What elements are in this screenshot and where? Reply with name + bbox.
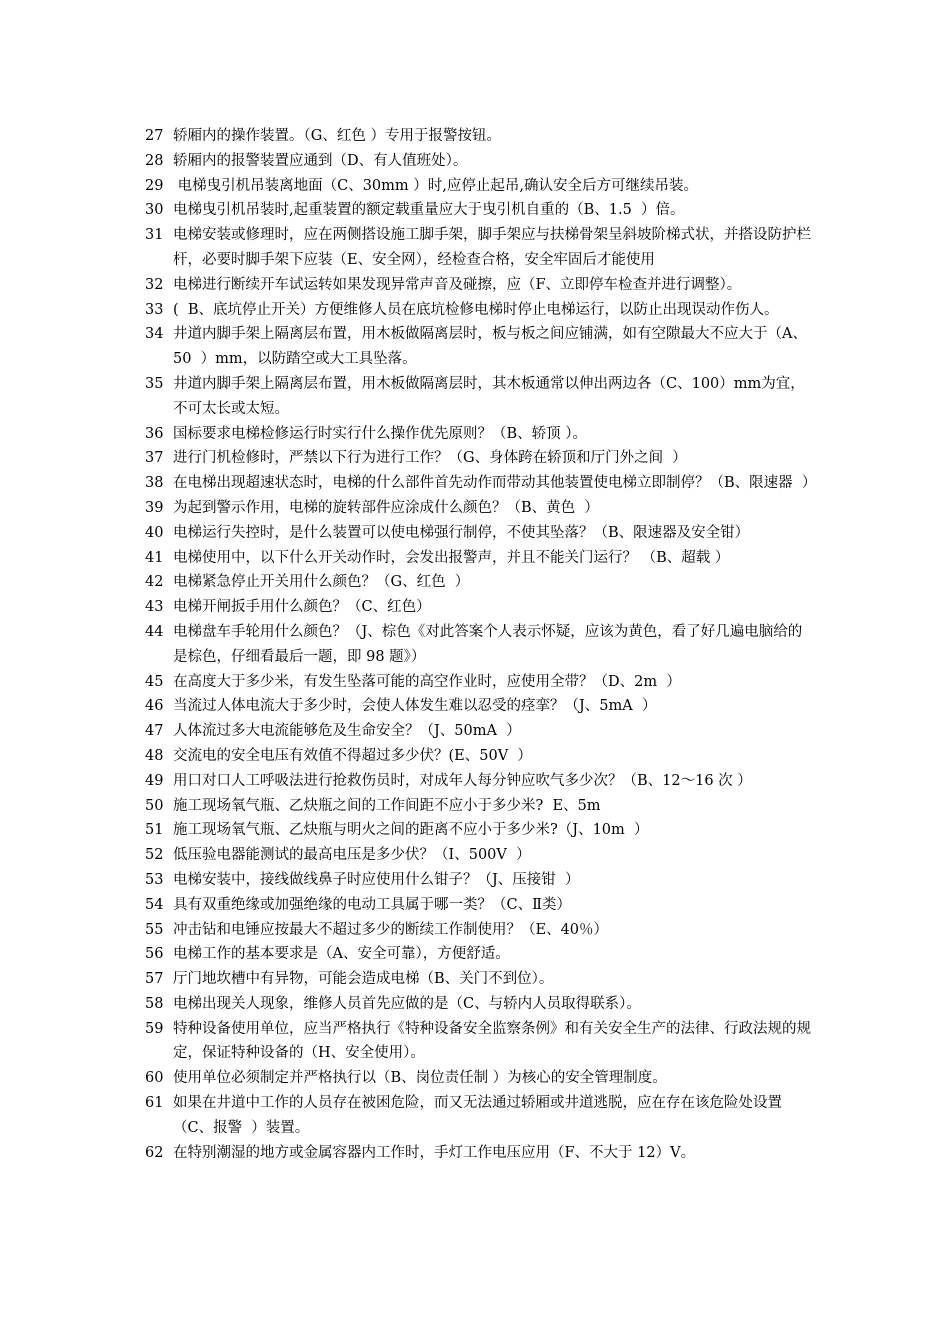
item-text: 进行门机检修时，严禁以下行为进行工作？（G、身体跨在轿顶和厅门外之间 ） xyxy=(173,450,687,467)
item-number: 45 xyxy=(145,673,164,690)
item-number: 33 xyxy=(145,301,164,318)
item-number: 54 xyxy=(145,896,164,913)
item-number: 39 xyxy=(145,499,164,516)
item-number: 50 xyxy=(145,797,164,814)
item-text: 电梯安装或修理时，应在两侧搭设施工脚手架，脚手架应与扶梯骨架呈斜坡阶梯式状，并搭设防护栏杆，必要时脚手架下应装（E、安全网），经检查合格，安全牢固后才能使用 xyxy=(173,227,811,268)
item-text: 当流过人体电流大于多少时，会使人体发生难以忍受的痉挛？（J、5mA ） xyxy=(173,698,657,715)
list-item xyxy=(145,198,815,223)
list-item xyxy=(145,422,815,447)
item-text: 特种设备使用单位，应当严格执行《特种设备安全监察条例》和有关安全生产的法律、行政法规的规定，保证特种设备的（H、安全使用）。 xyxy=(173,1020,811,1062)
item-number: 28 xyxy=(145,152,164,169)
list-item xyxy=(145,843,815,868)
item-text: 电梯使用中，以下什么开关动作时，会发出报警声，并且不能关门运行？ （B、超载 ） xyxy=(173,549,730,566)
item-number: 40 xyxy=(145,524,164,541)
list-item xyxy=(145,372,815,422)
list-item xyxy=(145,942,815,967)
document-page xyxy=(145,124,815,1165)
item-number: 35 xyxy=(145,375,164,392)
list-item xyxy=(145,174,815,199)
item-number: 62 xyxy=(145,1144,164,1161)
list-item xyxy=(145,223,815,273)
list-item xyxy=(145,694,815,719)
item-text: 施工现场氧气瓶、乙炔瓶之间的工作间距不应小于多少米? E、5m xyxy=(173,797,601,814)
list-item xyxy=(145,446,815,471)
item-number: 51 xyxy=(145,822,164,839)
list-item xyxy=(145,868,815,893)
item-number: 41 xyxy=(145,549,164,566)
item-number: 30 xyxy=(145,202,164,219)
item-text: 电梯紧急停止开关用什么颜色？（G、红色 ） xyxy=(173,574,470,591)
item-text: 电梯曳引机吊装离地面（C、30mm ）时,应停止起吊,确认安全后方可继续吊装。 xyxy=(173,177,698,194)
item-text: 如果在井道中工作的人员存在被困危险，而又无法通过轿厢或井道逃脱，应在存在该危险处设置（C、报警 ）装置。 xyxy=(173,1095,782,1136)
item-text: 施工现场氧气瓶、乙炔瓶与明火之间的距离不应小于多少米?（J、10m ） xyxy=(173,822,649,839)
item-number: 37 xyxy=(145,450,164,467)
list-item xyxy=(145,719,815,744)
item-text: 在特别潮湿的地方或金属容器内工作时，手灯工作电压应用（F、不大于 12）V。 xyxy=(173,1144,696,1161)
item-text: 使用单位必须制定并严格执行以（B、岗位责任制 ）为核心的安全管理制度。 xyxy=(173,1070,667,1087)
item-text: 电梯曳引机吊装时,起重装置的额定载重量应大于曳引机自重的（B、1.5 ）倍。 xyxy=(173,202,685,219)
list-item xyxy=(145,471,815,496)
list-item xyxy=(145,769,815,794)
item-number: 49 xyxy=(145,772,164,789)
list-item xyxy=(145,818,815,843)
item-number: 58 xyxy=(145,995,164,1012)
list-item xyxy=(145,967,815,992)
item-text: 轿厢内的报警装置应通到（D、有人值班处）。 xyxy=(173,152,468,169)
item-text: 交流电的安全电压有效值不得超过多少伏？(E、50V ） xyxy=(173,747,532,764)
item-number: 55 xyxy=(145,921,164,938)
item-text: 低压验电器能测试的最高电压是多少伏？（I、500V ） xyxy=(173,847,531,864)
list-item xyxy=(145,521,815,546)
list-item xyxy=(145,595,815,620)
item-number: 48 xyxy=(145,747,164,764)
item-number: 38 xyxy=(145,475,164,492)
item-text: 电梯安装中，接线做线鼻子时应使用什么钳子？（J、压接钳 ） xyxy=(173,871,580,888)
item-number: 52 xyxy=(145,847,164,864)
item-text: 电梯开闸扳手用什么颜色？（C、红色） xyxy=(173,599,431,616)
item-number: 27 xyxy=(145,128,164,144)
item-number: 47 xyxy=(145,723,164,740)
list-item xyxy=(145,620,815,670)
list-item xyxy=(145,670,815,695)
item-text: 具有双重绝缘或加强绝缘的电动工具属于哪一类？（C、Ⅱ类） xyxy=(173,896,571,913)
item-number: 29 xyxy=(145,177,164,194)
item-text: 电梯进行断续开车试运转如果发现异常声音及碰擦，应（F、立即停车检查并进行调整）。 xyxy=(173,276,742,293)
item-text: 冲击钻和电锤应按最大不超过多少的断续工作制使用？（E、40％） xyxy=(173,921,609,938)
list-item xyxy=(145,149,815,174)
item-text: 人体流过多大电流能够危及生命安全？（J、50mA ） xyxy=(173,723,521,740)
item-text: 用口对口人工呼吸法进行抢救伤员时，对成年人每分钟应吹气多少次？（B、12～16 次 ） xyxy=(173,772,752,789)
list-item xyxy=(145,1141,815,1166)
list-item xyxy=(145,744,815,769)
item-text: 电梯盘车手轮用什么颜色？（J、棕色《对此答案个人表示怀疑，应该为黄色，看了好几遍电脑给的 是棕色，仔细看最后一题，即 98 题》） xyxy=(173,623,807,665)
item-text: 井道内脚手架上隔离层布置，用木板做隔离层时，其木板通常以伸出两边各（C、100）mm为宜，不可太长或太短。 xyxy=(173,375,805,417)
item-text: 国标要求电梯检修运行时实行什么操作优先原则？（B、轿顶 ）。 xyxy=(173,425,588,442)
item-number: 32 xyxy=(145,276,164,293)
item-text: ( B、底坑停止开关）方便维修人员在底坑检修电梯时停止电梯运行，以防止出现误动作伤人。 xyxy=(173,301,779,318)
item-text: 电梯出现关人现象，维修人员首先应做的是（C、与轿内人员取得联系）。 xyxy=(173,995,641,1012)
item-text: 轿厢内的操作装置。（G、红色 ）专用于报警按钮。 xyxy=(173,128,501,144)
item-text: 在高度大于多少米，有发生坠落可能的高空作业时，应使用全带？（D、2m ） xyxy=(173,673,681,690)
list-item xyxy=(145,322,815,372)
item-number: 61 xyxy=(145,1095,164,1112)
list-item xyxy=(145,1091,815,1141)
list-item xyxy=(145,298,815,323)
list-item xyxy=(145,992,815,1017)
item-number: 57 xyxy=(145,971,164,988)
item-text: 电梯工作的基本要求是（A、安全可靠），方便舒适。 xyxy=(173,946,510,963)
list-item xyxy=(145,794,815,819)
list-item xyxy=(145,496,815,521)
item-number: 44 xyxy=(145,623,164,640)
item-number: 60 xyxy=(145,1070,164,1087)
list-item xyxy=(145,273,815,298)
item-number: 46 xyxy=(145,698,164,715)
list-item xyxy=(145,124,815,149)
item-text: 为起到警示作用，电梯的旋转部件应涂成什么颜色？（B、黄色 ） xyxy=(173,499,599,516)
item-text: 井道内脚手架上隔离层布置，用木板做隔离层时，板与板之间应铺满，如有空隙最大不应大于（A、50 ）mm，以防踏空或大工具坠落。 xyxy=(173,326,807,368)
list-item xyxy=(145,570,815,595)
item-number: 43 xyxy=(145,599,164,616)
item-number: 36 xyxy=(145,425,164,442)
item-text: 电梯运行失控时，是什么装置可以使电梯强行制停，不使其坠落？（B、限速器及安全钳） xyxy=(173,524,750,541)
item-number: 42 xyxy=(145,574,164,591)
item-text: 厅门地坎槽中有异物，可能会造成电梯（B、关门不到位）。 xyxy=(173,971,554,988)
list-item xyxy=(145,1017,815,1067)
list-item xyxy=(145,918,815,943)
list-item xyxy=(145,546,815,571)
item-number: 59 xyxy=(145,1020,164,1037)
list-item xyxy=(145,893,815,918)
list-item xyxy=(145,1066,815,1091)
item-number: 53 xyxy=(145,871,164,888)
item-text: 在电梯出现超速状态时，电梯的什么部件首先动作而带动其他装置使电梯立即制停？（B、限速器 ） xyxy=(173,475,817,492)
item-number: 31 xyxy=(145,227,164,244)
item-number: 56 xyxy=(145,946,164,963)
item-number: 34 xyxy=(145,326,164,343)
